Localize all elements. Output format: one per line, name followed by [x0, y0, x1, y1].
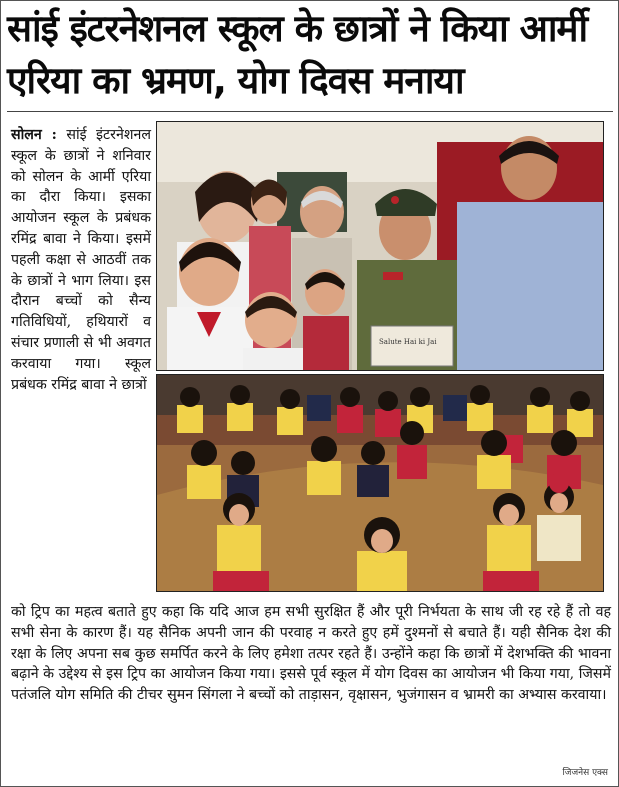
headline-divider: [7, 111, 613, 112]
article-column-body: सांई इंटरनेशनल स्कूल के छात्रों ने शनिवार को सोलन के आर्मी एरिया का दौरा किया। इसका आयोजन स्कूल के प्रबंधक रमिंद्र बावा ने किया। इसमें पहली कक्षा से आठवीं तक के छात्रों ने भाग लिया। इस दौरान बच्चों को सैन्य गतिविधियों, हथियारों व संचार प्रणाली से भी अवगत करवाया गया। स्कूल प्रबंधक रमिंद्र बावा ने छात्रों: [11, 127, 151, 393]
article-body-continued: को ट्रिप का महत्व बताते हुए कहा कि यदि आज हम सभी सुरक्षित हैं और पूरी निर्भयता के साथ जी रह रहे हैं तो वह सभी सेना के कारण हैं। यह सैनिक अपनी जान की परवाह न करते हुए हमें दुश्मनों से बचाते हैं। यही सैनिक देश की रक्षा के लिए अपना सब कुछ समर्पित करने के लिए हमेशा तत्पर रहते हैं। उन्होंने कहा कि छात्रों में देशभक्ति की भावना बढ़ाने के उद्देश्य से इस ट्रिप का आयोजन किया गया। इससे पूर्व स्कूल में योग दिवस का आयोजन भी किया गया, जिसमें पतंजलि योग समिति की टीचर सुमन सिंगला ने बच्चों को ताड़ासन, वृक्षासन, भुजंगासन व भ्रामरी का अभ्यास करवाया।: [11, 604, 611, 704]
headline-line-2: एरिया का भ्रमण, योग दिवस मनाया: [7, 59, 464, 102]
headline-line-1: सांई इंटरनेशनल स्कूल के छात्रों ने किया आर्मी: [7, 7, 588, 50]
article-column: [11, 125, 151, 395]
photo-credit: जिजनेस एक्स: [562, 768, 608, 778]
photo-army-visit: [156, 121, 604, 371]
headline: [7, 3, 613, 107]
dateline: सोलन :: [11, 127, 57, 143]
book-cover-text: Salute Hai ki Jai: [379, 338, 437, 346]
photo-yoga-day: [156, 374, 604, 592]
